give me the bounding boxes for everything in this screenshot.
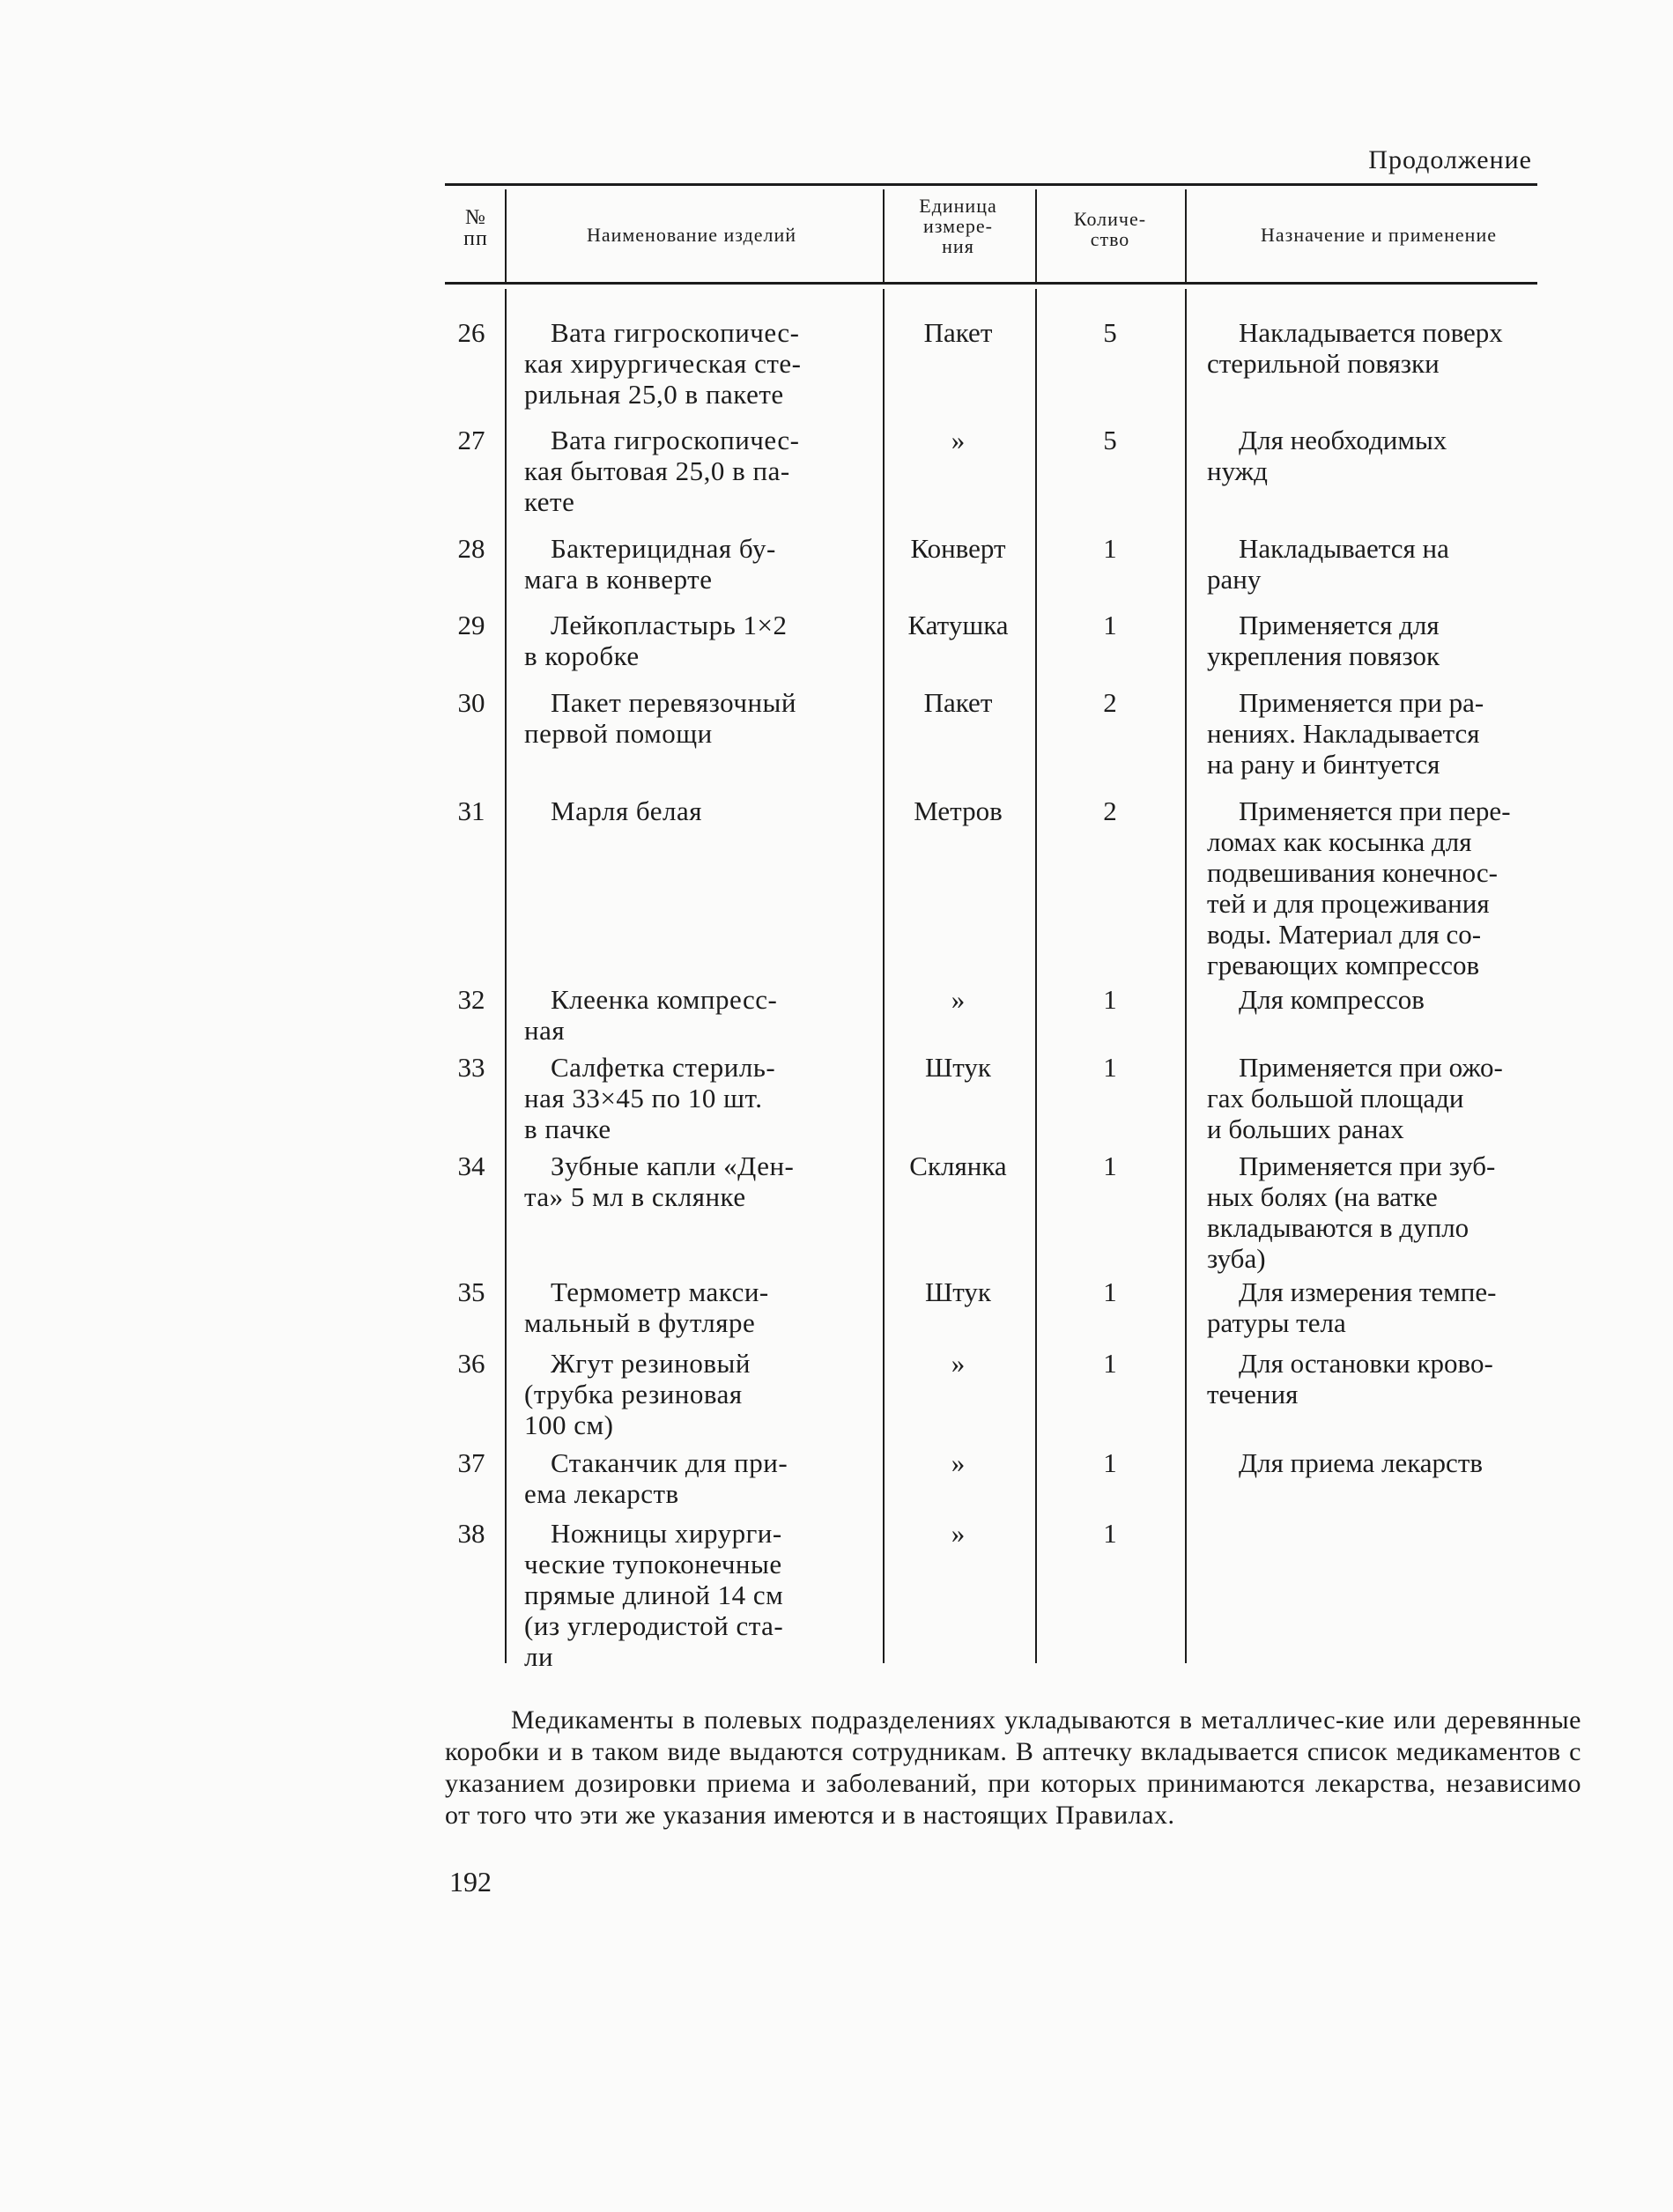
- purpose-line: Для измерения темпе-: [1239, 1276, 1497, 1307]
- column-divider: [883, 189, 885, 282]
- item-name-line: рильная 25,0 в пакете: [524, 379, 784, 410]
- purpose-line: нужд: [1207, 455, 1268, 486]
- purpose-line: зуба): [1207, 1243, 1266, 1274]
- purpose-line: Для компрессов: [1239, 984, 1425, 1015]
- purpose-line: Применяется при зуб-: [1239, 1150, 1496, 1181]
- row-number: 33: [457, 1052, 485, 1083]
- quantity: 1: [1103, 984, 1117, 1015]
- purpose-line: и больших ранах: [1207, 1113, 1404, 1144]
- item-name-line: ная 33×45 по 10 шт.: [524, 1083, 763, 1113]
- purpose: [1207, 1447, 1581, 1478]
- item-name-line: та» 5 мл в склянке: [524, 1181, 746, 1212]
- item-name: [524, 1447, 870, 1509]
- unit-of-measure: Метров: [914, 795, 1003, 826]
- column-divider: [1035, 189, 1037, 282]
- row-number: 26: [457, 317, 485, 348]
- unit-of-measure: Штук: [925, 1276, 991, 1307]
- header-name: Наименование изделий: [586, 224, 797, 246]
- item-name-line: Пакет перевязочный: [551, 687, 796, 718]
- purpose: [1207, 1276, 1581, 1338]
- item-name-line: первой помощи: [524, 718, 713, 749]
- row-number: 31: [457, 795, 485, 826]
- column-divider: [505, 289, 507, 1663]
- item-name: [524, 1150, 870, 1212]
- item-name-line: в коробке: [524, 640, 640, 671]
- item-name-line: Лейкопластырь 1×2: [551, 610, 788, 640]
- item-name-line: Ножницы хирурги-: [551, 1518, 782, 1549]
- unit-of-measure: Пакет: [923, 317, 993, 348]
- item-name-line: ли: [524, 1641, 554, 1672]
- unit-of-measure: »: [951, 1447, 966, 1478]
- unit-of-measure: Конверт: [910, 533, 1006, 564]
- table-top-rule: [445, 183, 1537, 186]
- item-name-line: кая бытовая 25,0 в па-: [524, 455, 790, 486]
- continuation-label: Продолжение: [1368, 145, 1532, 174]
- quantity: 1: [1103, 610, 1117, 640]
- purpose-line: течения: [1207, 1379, 1299, 1409]
- purpose-line: вкладываются в дупло: [1207, 1212, 1469, 1243]
- item-name: [524, 687, 870, 749]
- body-paragraph-text: Медикаменты в полевых подразделениях укладываются в металличес-кие или деревянные коробки и в таком виде выдаются сотрудникам. В аптечку вкладывается список медикаментов с указанием дозировки приема и заболеваний, при которых принимаются лекарства, независимо от того что эти же указания имеются и в настоящих Правилах.: [445, 1705, 1581, 1830]
- row-number: 28: [457, 533, 485, 564]
- item-name-line: (трубка резиновая: [524, 1379, 743, 1409]
- row-number: 34: [457, 1150, 485, 1181]
- item-name: [524, 1348, 870, 1440]
- purpose-line: Для необходимых: [1239, 425, 1447, 455]
- purpose-line: Применяется для: [1239, 610, 1440, 640]
- unit-of-measure: Пакет: [923, 687, 993, 718]
- header-use: Назначение и применение: [1261, 224, 1497, 246]
- item-name-line: Зубные капли «Ден-: [551, 1150, 795, 1181]
- purpose-line: гах большой площади: [1207, 1083, 1464, 1113]
- item-name-line: Вата гигроскопичес-: [551, 317, 800, 348]
- quantity: 1: [1103, 1276, 1117, 1307]
- row-number: 30: [457, 687, 485, 718]
- item-name-line: (из углеродистой ста-: [524, 1610, 784, 1641]
- purpose-line: Для остановки крово-: [1239, 1348, 1493, 1379]
- item-name-line: ческие тупоконечные: [524, 1549, 782, 1579]
- item-name: [524, 1276, 870, 1338]
- item-name-line: в пачке: [524, 1113, 611, 1144]
- header-num: № пп: [463, 206, 488, 250]
- purpose-line: нениях. Накладывается: [1207, 718, 1480, 749]
- purpose-line: ратуры тела: [1207, 1307, 1346, 1338]
- item-name: [524, 795, 870, 826]
- purpose: [1207, 317, 1581, 379]
- item-name: [524, 984, 870, 1046]
- row-number: 36: [457, 1348, 485, 1379]
- purpose: [1207, 1052, 1581, 1144]
- quantity: 5: [1103, 317, 1117, 348]
- purpose: [1207, 1150, 1581, 1274]
- column-divider: [1035, 289, 1037, 1663]
- quantity: 2: [1103, 795, 1117, 826]
- purpose-line: Накладывается поверх: [1239, 317, 1503, 348]
- unit-of-measure: Катушка: [907, 610, 1009, 640]
- quantity: 1: [1103, 1447, 1117, 1478]
- item-name: [524, 610, 870, 671]
- row-number: 35: [457, 1276, 485, 1307]
- quantity: 1: [1103, 1052, 1117, 1083]
- row-number: 32: [457, 984, 485, 1015]
- row-number: 27: [457, 425, 485, 455]
- item-name-line: мага в конверте: [524, 564, 713, 595]
- item-name-line: прямые длиной 14 см: [524, 1579, 784, 1610]
- purpose-line: ных болях (на ватке: [1207, 1181, 1438, 1212]
- purpose-line: рану: [1207, 564, 1262, 595]
- quantity: 2: [1103, 687, 1117, 718]
- purpose-line: подвешивания конечнос-: [1207, 857, 1498, 888]
- item-name-line: Стаканчик для при-: [551, 1447, 788, 1478]
- purpose: [1207, 795, 1581, 980]
- purpose-line: укрепления повязок: [1207, 640, 1440, 671]
- purpose: [1207, 610, 1581, 671]
- item-name: [524, 317, 870, 410]
- purpose-line: Применяется при ра-: [1239, 687, 1484, 718]
- item-name-line: Салфетка стериль-: [551, 1052, 776, 1083]
- header-unit: Единица измере- ния: [919, 195, 997, 258]
- row-number: 37: [457, 1447, 485, 1478]
- purpose: [1207, 425, 1581, 486]
- quantity: 1: [1103, 1518, 1117, 1549]
- item-name-line: Клеенка компресс-: [551, 984, 778, 1015]
- purpose-line: Применяется при ожо-: [1239, 1052, 1503, 1083]
- unit-of-measure: »: [951, 425, 966, 455]
- quantity: 1: [1103, 533, 1117, 564]
- item-name-line: Жгут резиновый: [551, 1348, 751, 1379]
- purpose-line: на рану и бинтуется: [1207, 749, 1440, 780]
- item-name: [524, 425, 870, 517]
- item-name: [524, 1518, 870, 1672]
- item-name-line: кая хирургическая сте-: [524, 348, 802, 379]
- table-header-rule: [445, 282, 1537, 285]
- unit-of-measure: »: [951, 1348, 966, 1379]
- quantity: 5: [1103, 425, 1117, 455]
- purpose-line: Для приема лекарств: [1239, 1447, 1484, 1478]
- item-name-line: 100 см): [524, 1409, 614, 1440]
- purpose-line: Применяется при пере-: [1239, 795, 1511, 826]
- unit-of-measure: »: [951, 1518, 966, 1549]
- row-number: 38: [457, 1518, 485, 1549]
- item-name-line: Термометр макси-: [551, 1276, 769, 1307]
- body-paragraph: [445, 1705, 1581, 1831]
- column-divider: [1185, 289, 1187, 1663]
- item-name-line: ема лекарств: [524, 1478, 679, 1509]
- unit-of-measure: Склянка: [909, 1150, 1007, 1181]
- item-name-line: Вата гигроскопичес-: [551, 425, 800, 455]
- purpose-line: ломах как косынка для: [1207, 826, 1472, 857]
- row-number: 29: [457, 610, 485, 640]
- item-name-line: Марля белая: [551, 795, 703, 826]
- purpose-line: Накладывается на: [1239, 533, 1449, 564]
- purpose: [1207, 533, 1581, 595]
- purpose-line: тей и для процеживания: [1207, 888, 1490, 919]
- purpose-line: воды. Материал для со-: [1207, 919, 1482, 950]
- item-name-line: ная: [524, 1015, 566, 1046]
- purpose: [1207, 687, 1581, 780]
- purpose-line: стерильной повязки: [1207, 348, 1440, 379]
- purpose: [1207, 984, 1581, 1015]
- item-name-line: кете: [524, 486, 575, 517]
- header-qty: Количе- ство: [1073, 208, 1147, 251]
- purpose: [1207, 1348, 1581, 1409]
- item-name: [524, 533, 870, 595]
- quantity: 1: [1103, 1348, 1117, 1379]
- purpose-line: гревающих компрессов: [1207, 950, 1480, 980]
- item-name-line: мальный в футляре: [524, 1307, 756, 1338]
- unit-of-measure: Штук: [925, 1052, 991, 1083]
- item-name-line: Бактерицидная бу-: [551, 533, 776, 564]
- unit-of-measure: »: [951, 984, 966, 1015]
- item-name: [524, 1052, 870, 1144]
- quantity: 1: [1103, 1150, 1117, 1181]
- column-divider: [883, 289, 885, 1663]
- page-number: 192: [449, 1866, 492, 1898]
